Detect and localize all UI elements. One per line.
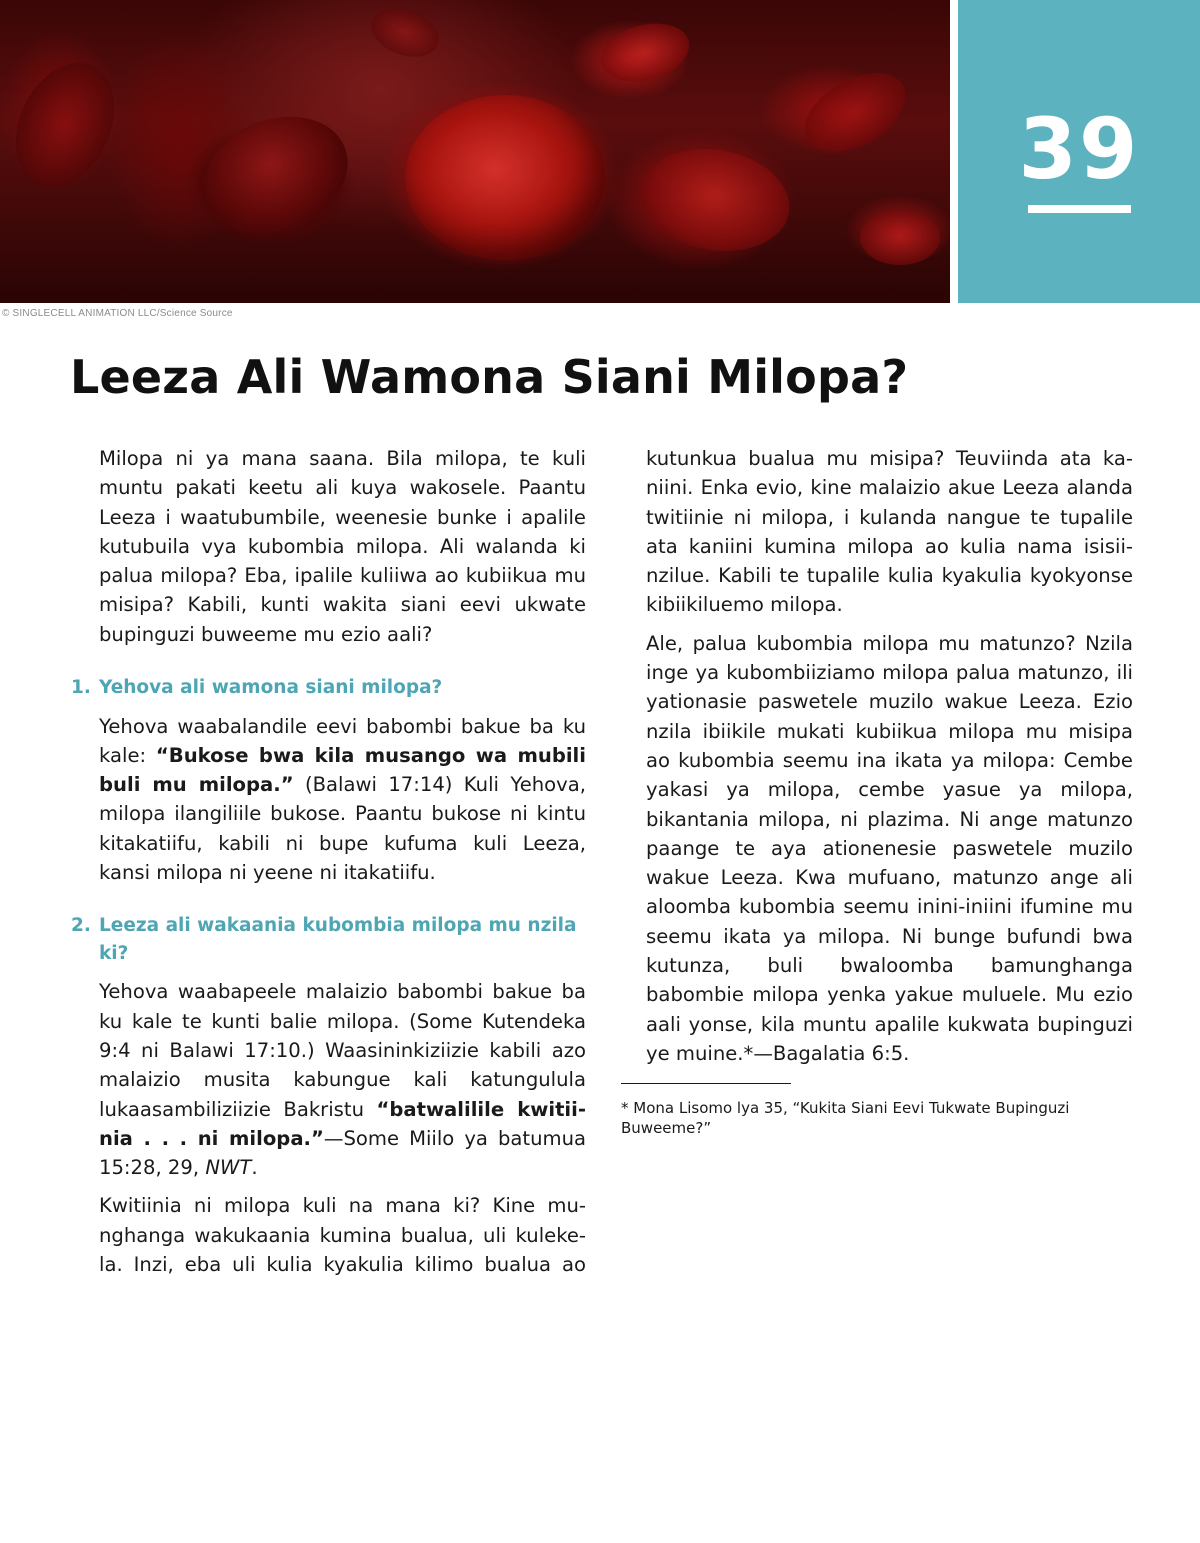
lesson-number-block (958, 0, 1200, 303)
text-run: Yehova waabapeele malaizio babombi bakue ba ku kale te kunti balie milopa. (Some Kutendeka 9:4 ni Balawi 17:10.) Waasininkiziizie kabili azo malaizio musita kabungue kali katungulula lukaasambiliziizie Bakristu (99, 980, 586, 1121)
section-2-paragraph-3: Ale, palua kubombia milopa mu matunzo? Nzila inge ya kubombiiziamo milopa palua matunzo, ili yationasie paswetele muzilo wakue Leeza. Ezio nzila ibiikile mukati kubiikua milopa mu misipa ao kubombia seemu ina ikata ya milopa: Cembe yakasi ya milopa, cembe yasue ya milopa, bikantania milopa, ni plazima. Ni ange matunzo paange te aya ationenesie paswetele muzilo wakue Leeza. Kwa mufuano, matunzo ange ali aloomba kubombia seemu inini-iniini ifumine mu seemu ikata ya milopa. Ni bunge bufundi bwa kutunza, buli bwaloomba bamunghanga babombie milopa yenka yakue muluele. Mu ezio aali yonse, kila muntu apalile kukwata bupinguzi ye muine.*—Bagalatia 6:5. (646, 631, 1133, 1065)
section-2-paragraph-1 (99, 977, 586, 1182)
question-text: Leeza ali wakaania kubombia milopa mu nzila ki? (99, 915, 577, 964)
blood-cell (405, 95, 605, 260)
blood-cell (632, 138, 797, 263)
section-2-paragraph-2-cont: kutunkua bualua mu misipa? Teuviinda ata kaniini. Enka evio, kine malaizio akue Leeza alanda twitiinie ni milopa, i kulanda nangue te tupalile ata kaniini kumina milopa ao kulia nama isisiinzilue. Kabili te tupalile kulia kyakulia kyokyonse kibiikiluemo milopa. (646, 447, 1133, 617)
section-1-paragraph (99, 712, 586, 888)
left-column (71, 444, 587, 1288)
blood-cell (860, 210, 940, 265)
section-2-paragraph-2-start: Kwitiinia ni milopa kuli na mana ki? Kine munghanga wakukaania kumina bualua, uli kulekela. Inzi, eba uli kulia kyakulia kilimo bualua ao (99, 1194, 586, 1277)
lesson-number: 39 (1018, 100, 1140, 198)
page-title: Leeza Ali Wamona Siani Milopa? (70, 350, 909, 404)
blood-cell (0, 47, 133, 203)
right-column (646, 444, 1133, 1077)
photo-credit: © SINGLECELL ANIMATION LLC/Science Source (2, 308, 233, 319)
scripture-quote: “Bukose bwa kila musango wa mubili buli mu milopa.” (99, 743, 586, 797)
lesson-number-underline (1028, 205, 1131, 213)
footnote: * Mona Lisomo lya 35, “Kukita Siani Eevi Tukwate Bupinguzi Buweeme?” (621, 1099, 1070, 1137)
question-heading-2 (71, 912, 586, 967)
text-run: —Some Miilo ya batumua 15:28, 29, (99, 1126, 587, 1180)
question-text: Yehova ali wamona siani milopa? (99, 677, 443, 699)
blood-cell (594, 14, 695, 90)
question-heading-1 (71, 674, 586, 702)
blood-cell (364, 0, 445, 66)
question-number: 1. (71, 677, 91, 699)
text-run: (Balawi 17:14) Kuli Yehova, milopa ilangiliile bukose. Paantu bukose ni kintu kitakatiifu, kabili ni bupe kufuma kuli Leeza, kansi milopa ni yeene ni itakatiifu. (99, 773, 587, 885)
text-run: Yehova waabalandile eevi babombi bakue ba ku kale: (99, 714, 586, 767)
question-number: 2. (71, 915, 91, 937)
text-run: . (251, 1156, 258, 1180)
intro-paragraph: Milopa ni ya mana saana. Bila milopa, te kuli muntu pakati keetu ali kuya wakosele. Paantu Leeza i waatubumbile, weenesie bunke i apalile kutubuila vya kubombia milopa. Ali walanda ki palua milopa? Eba, ipalile kuliiwa ao kubiikua mu misipa? Kabili, kunti wakita siani eevi ukwate bupinguzi buweeme mu ezio aali? (99, 447, 586, 646)
hero-photo (0, 0, 950, 303)
blood-cell (185, 96, 365, 254)
blood-cell (791, 57, 919, 168)
scripture-quote: “batwalilile kwitiinia . . . ni milopa.” (99, 1097, 587, 1150)
bible-version: NWT (205, 1156, 252, 1180)
footnote-divider (621, 1083, 791, 1084)
